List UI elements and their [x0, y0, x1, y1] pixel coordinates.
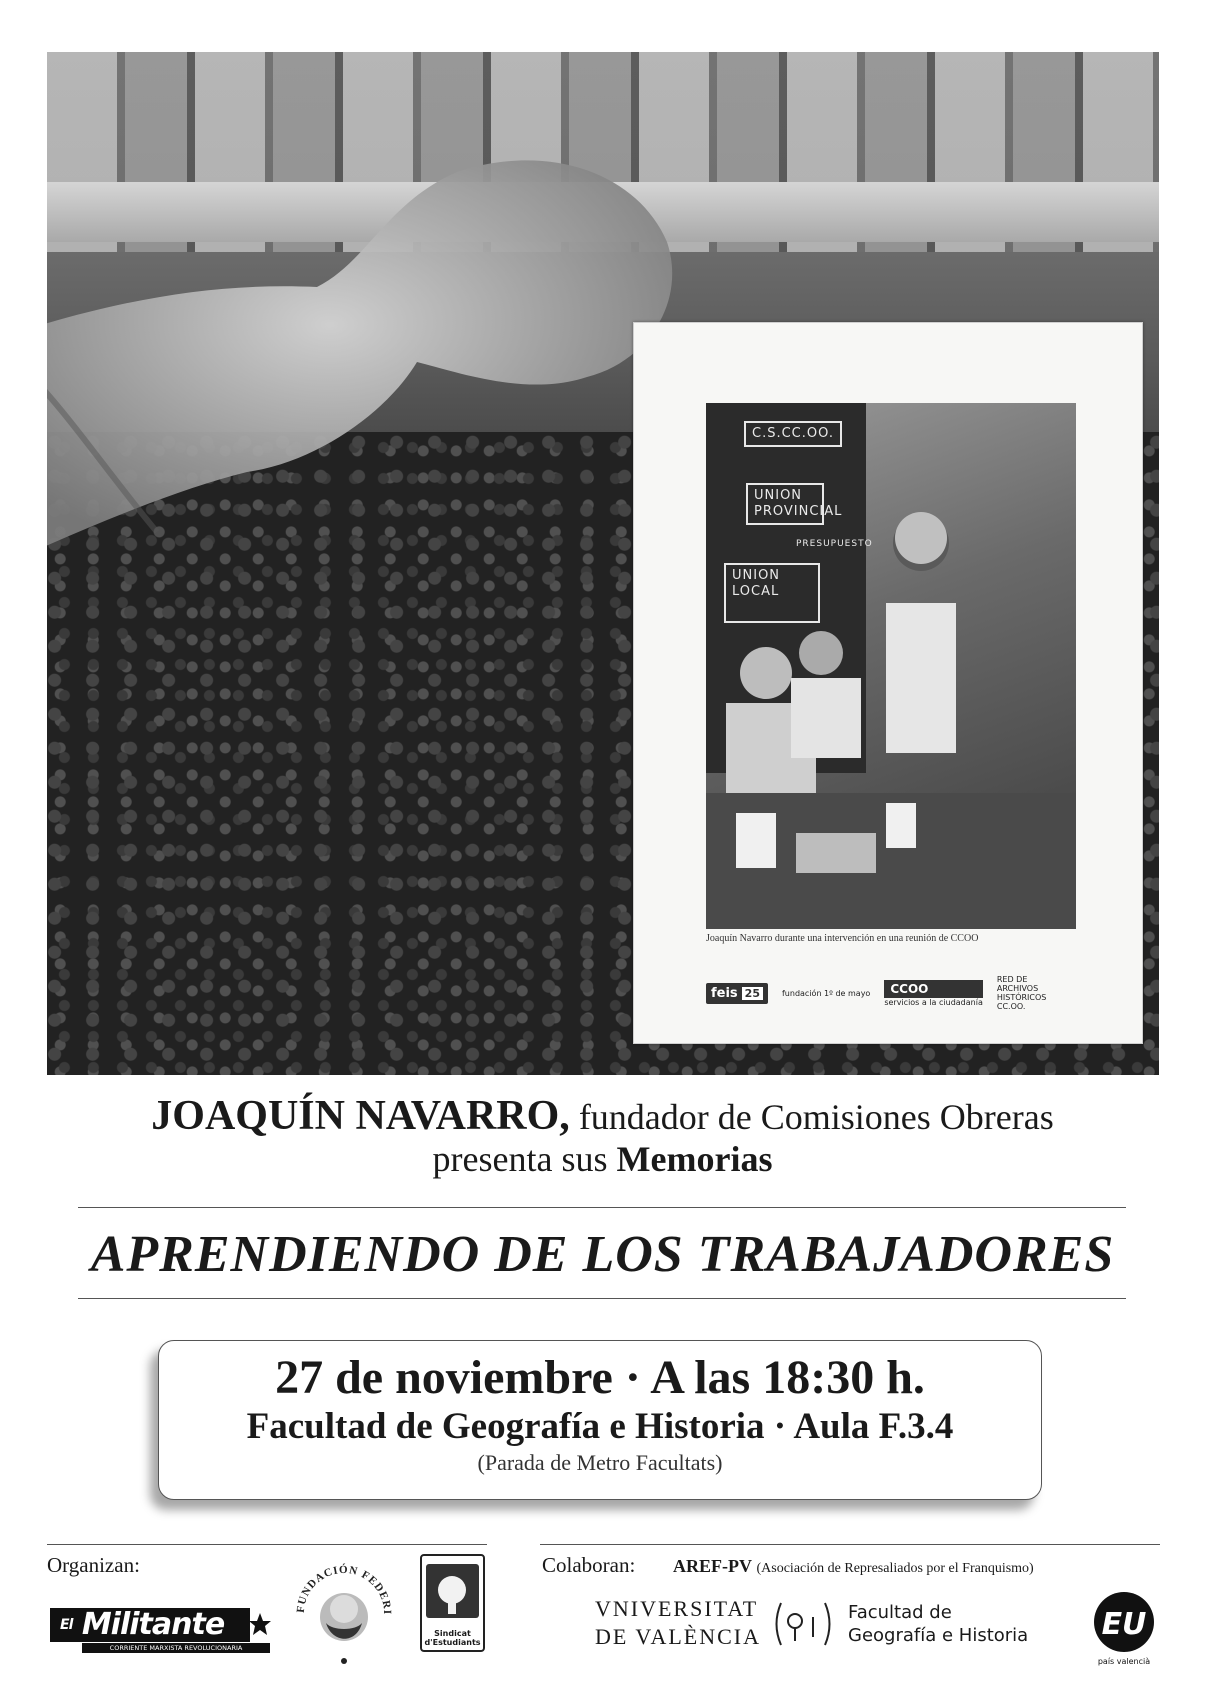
facultad-line-1: Facultad de [848, 1602, 952, 1623]
author-name: JOAQUÍN NAVARRO, [151, 1093, 570, 1139]
svg-text:país valencià: país valencià [1097, 1657, 1151, 1666]
star-icon [248, 1612, 272, 1636]
uv-line-2: DE VALÈNCIA [595, 1624, 762, 1649]
sindicat-estudiants-logo [420, 1554, 485, 1652]
book-fist-icon [422, 1560, 483, 1622]
colaboran-label: Colaboran: [542, 1553, 636, 1577]
headline-memorias: Memorias [616, 1139, 773, 1179]
board-label-union-local: UNION LOCAL [724, 563, 820, 623]
headline-line-2 [60, 1138, 1145, 1180]
fundacion-engels-logo [292, 1553, 397, 1673]
feis-logo [706, 983, 768, 1004]
aref-name: AREF-PV [673, 1556, 752, 1576]
militante-prefix: El [60, 1617, 73, 1633]
organizan-label: Organizan: [47, 1553, 140, 1577]
event-date: 27 de noviembre · A las 18:30 h. [275, 1351, 925, 1404]
uv-line-1: VNIVERSITAT [595, 1596, 759, 1621]
aref-credit [673, 1556, 1034, 1577]
meeting-photo [706, 403, 1076, 929]
engels-seal-icon [292, 1553, 397, 1673]
fundacion-logo: fundación 1º de mayo [781, 988, 871, 998]
headline-prefix: presenta sus [432, 1139, 617, 1179]
footer-rule-left [47, 1544, 487, 1545]
feis-logo-number: 25 [742, 987, 763, 1000]
book-title: APRENDIENDO DE LOS TRABAJADORES [90, 1226, 1115, 1283]
footer-rule-right [540, 1544, 1160, 1545]
headline [60, 1095, 1145, 1180]
divider-top [78, 1207, 1126, 1208]
red-archivos-logo: RED DE ARCHIVOS HISTÓRICOS CC.OO. [996, 975, 1047, 1011]
ccoo-logo-sub: servicios a la ciudadanía [884, 997, 983, 1007]
facultad-geografia-logo [848, 1601, 1058, 1647]
eu-badge-icon [1082, 1584, 1164, 1666]
event-details-box [158, 1340, 1042, 1500]
event-metro: (Parada de Metro Facultats) [477, 1450, 723, 1475]
inset-photo-card [633, 322, 1143, 1044]
sindicat-text: Sindicat d'Estudiants [424, 1629, 481, 1647]
el-militante-logo [50, 1608, 268, 1653]
esquerra-unida-logo [1082, 1584, 1164, 1666]
author-role: fundador de Comisiones Obreras [569, 1097, 1054, 1137]
inset-logos [706, 973, 1086, 1013]
headline-line-1 [60, 1095, 1145, 1138]
militante-wordmark [50, 1608, 250, 1642]
uv-emblem-icon [773, 1597, 833, 1651]
divider-bottom [78, 1298, 1126, 1299]
militante-subtitle: CORRIENTE MARXISTA REVOLUCIONARIA [82, 1643, 270, 1653]
aref-description: (Asociación de Represaliados por el Franquismo) [756, 1561, 1034, 1576]
facultad-line-2: Geografía e Historia [848, 1625, 1029, 1646]
meeting-figures [706, 403, 1076, 929]
svg-text:FUNDACIÓN FEDERICO ENGELS: FUNDACIÓN FEDERI [294, 1563, 394, 1616]
event-place: Facultad de Geografía e Historia · Aula F.3.4 [246, 1406, 954, 1447]
board-label-union-provincial: UNION PROVINCIAL [746, 483, 824, 525]
feis-logo-text: feis [711, 985, 738, 1001]
ccoo-logo: CCOO [884, 980, 983, 998]
board-label-presupuesto: PRESUPUESTO [796, 539, 873, 549]
universitat-valencia-logo [595, 1595, 835, 1655]
photo-caption: Joaquín Navarro durante una intervención en una reunión de CCOO [706, 933, 979, 944]
ccoo-logo-group [884, 980, 983, 1007]
militante-word: Militante [81, 1607, 225, 1642]
svg-text:EU: EU [1101, 1607, 1147, 1642]
board-label-csccoo: C.S.CC.OO. [744, 421, 842, 447]
